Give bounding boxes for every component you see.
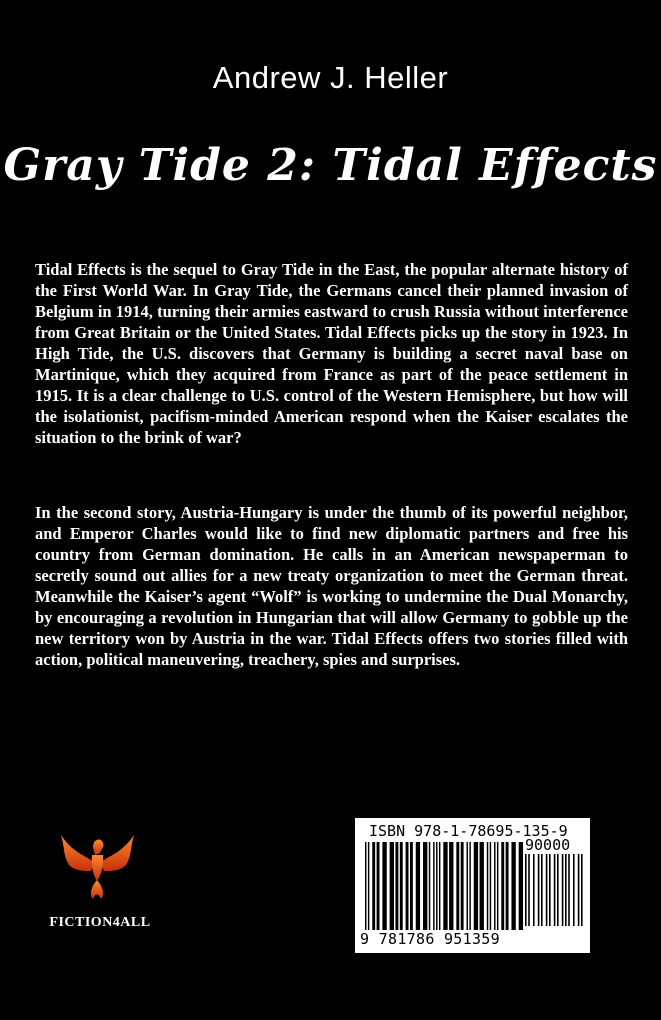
barcode-bar <box>497 842 498 930</box>
barcode-bar <box>511 842 515 930</box>
barcode-bar <box>487 842 488 930</box>
barcode-bar <box>549 854 551 926</box>
barcode-bar <box>423 842 427 930</box>
barcode-bar <box>372 842 375 930</box>
barcode-bar <box>365 842 366 930</box>
barcode-bar <box>400 842 403 930</box>
barcode-bar <box>377 842 380 930</box>
barcode-bar <box>368 842 369 930</box>
isbn-label: ISBN 978-1-78695-135-9 <box>369 822 568 840</box>
price-barcode-bars <box>525 854 583 926</box>
book-title: Gray Tide 2: Tidal Effects <box>3 140 658 191</box>
isbn-barcode <box>355 818 590 953</box>
barcode-bar <box>449 842 453 930</box>
blurb-paragraph-2: In the second story, Austria-Hungary is under the thumb of its powerful neighbor, and Emperor Charles would like to find new diplomatic partners and free his country from German domination. He calls in an American newspaperman to secretly sound out allies for a new treaty organization to meet the German threat. Meanwhile the Kaiser’s agent “Wolf” is working to undermine the Dual Monarchy, by encouraging a revolution in Hungarian that will allow Germany to gobble up the new territory won by Austria in the war. Tidal Effects offers two stories filled with action, political maneuvering, treachery, spies and surprises. <box>35 503 628 669</box>
barcode-bar <box>490 842 491 930</box>
barcode-bar <box>546 854 548 926</box>
barcode-bar <box>519 842 523 930</box>
barcode-bar <box>395 842 398 930</box>
barcode-bar <box>461 842 464 930</box>
barcode-bar <box>533 854 535 926</box>
barcode-bars <box>365 842 525 930</box>
barcode-bar <box>501 842 504 930</box>
blurb-paragraph-1: Tidal Effects is the sequel to Gray Tide in the East, the popular alternate history of the First World War. In Gray Tide, the Germans cancel their planned invasion of Belgium in 1914, turning their armies eastward to crush Russia without interference from Great Britain or the United States. Tidal Effects picks up the story in 1923. In High Tide, the U.S. discovers that Germany is building a secret naval base on Martinique, which they acquired from France as part of the peace settlement in 1915. It is a clear challenge to U.S. control of the Western Hemisphere, but how will the isolationist, pacifism-minded American respond when the Kaiser escalates the situation to the brink of war? <box>35 260 628 447</box>
barcode-bar <box>528 854 530 926</box>
barcode-bar <box>382 842 386 930</box>
barcode-bar <box>573 854 575 926</box>
phoenix-icon <box>55 825 140 900</box>
barcode-bar <box>406 842 409 930</box>
author-name: Andrew J. Heller <box>212 60 449 95</box>
barcode-bar <box>578 854 580 926</box>
barcode-bar <box>416 842 420 930</box>
barcode-bar <box>456 842 459 930</box>
price-code: 90000 <box>525 836 571 854</box>
barcode-bar <box>443 842 447 930</box>
ean-digits: 9 781786 951359 <box>360 930 500 948</box>
barcode-bar <box>506 842 509 930</box>
barcode-bar <box>469 842 470 930</box>
publisher-name: FICTION4ALL <box>49 915 151 930</box>
barcode-bar <box>541 854 543 926</box>
barcode-bar <box>436 842 437 930</box>
barcode-bar <box>581 854 583 926</box>
barcode-bar <box>565 854 567 926</box>
barcode-bar <box>433 842 434 930</box>
barcode-bar <box>538 854 540 926</box>
barcode-bar <box>494 842 495 930</box>
barcode-bar <box>467 842 468 930</box>
barcode-bar <box>429 842 430 930</box>
barcode-bar <box>554 854 556 926</box>
barcode-bar <box>525 854 527 926</box>
barcode-bar <box>410 842 413 930</box>
barcode-bar <box>557 854 559 926</box>
barcode-bar <box>562 854 564 926</box>
barcode-bar <box>390 842 394 930</box>
barcode-bar <box>480 842 484 930</box>
barcode-bar <box>474 842 478 930</box>
barcode-bar <box>568 854 570 926</box>
barcode-bar <box>439 842 440 930</box>
